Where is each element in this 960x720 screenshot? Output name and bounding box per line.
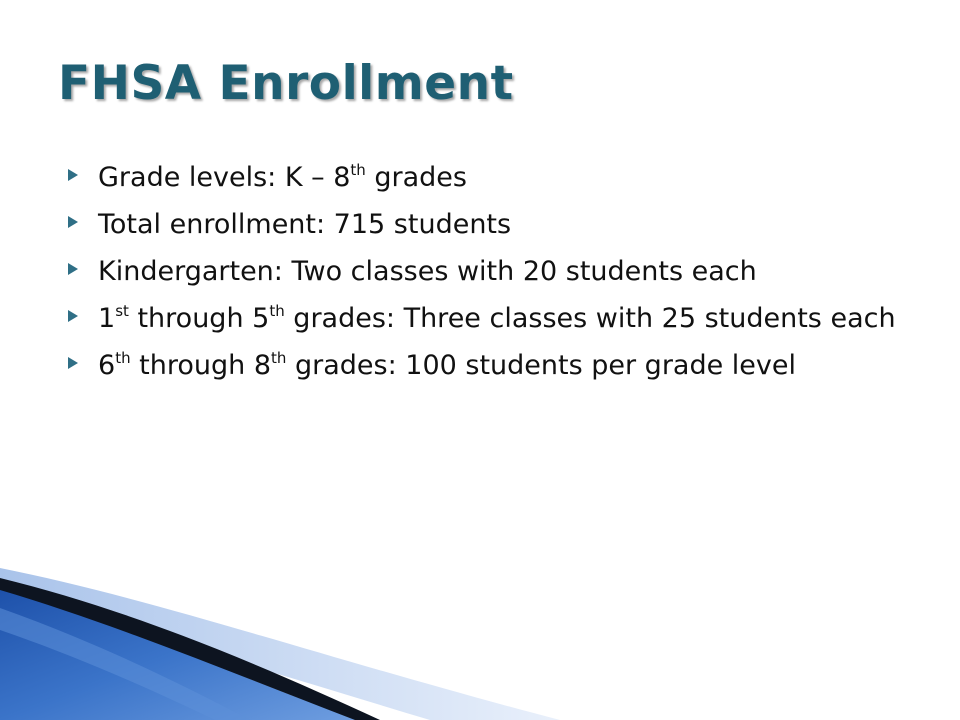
bullet-grades-6-8 <box>64 348 904 384</box>
bullet-text: through 8 <box>130 350 272 381</box>
bullet-text: grades <box>365 162 467 193</box>
bullet-total-enrollment <box>64 207 904 243</box>
bullet-grade-levels <box>64 160 904 196</box>
bullet-text: grades: Three classes with 25 students each <box>284 303 896 334</box>
bullet-text: 6 <box>98 350 116 381</box>
blue-swoosh-decoration <box>0 560 560 720</box>
bullet-text: Grade levels: K – 8 <box>98 162 351 193</box>
ordinal-suffix: st <box>115 302 129 320</box>
triangle-right-icon <box>68 216 78 228</box>
bullet-text: grades: 100 students per grade level <box>286 350 797 381</box>
triangle-right-icon <box>68 169 78 181</box>
slide-title: FHSA Enrollment <box>58 56 514 111</box>
bullet-list <box>64 160 904 395</box>
ordinal-suffix: th <box>115 349 131 367</box>
triangle-right-icon <box>68 310 78 322</box>
triangle-right-icon <box>68 263 78 275</box>
bullet-text: Total enrollment: 715 students <box>98 209 512 240</box>
ordinal-suffix: th <box>350 161 366 179</box>
bullet-text: Kindergarten: Two classes with 20 students each <box>98 256 757 287</box>
bullet-text: through 5 <box>128 303 270 334</box>
triangle-right-icon <box>68 357 78 369</box>
bullet-kindergarten <box>64 254 904 290</box>
ordinal-suffix: th <box>269 302 285 320</box>
ordinal-suffix: th <box>271 349 287 367</box>
bullet-text: 1 <box>98 303 116 334</box>
bullet-grades-1-5 <box>64 301 904 337</box>
